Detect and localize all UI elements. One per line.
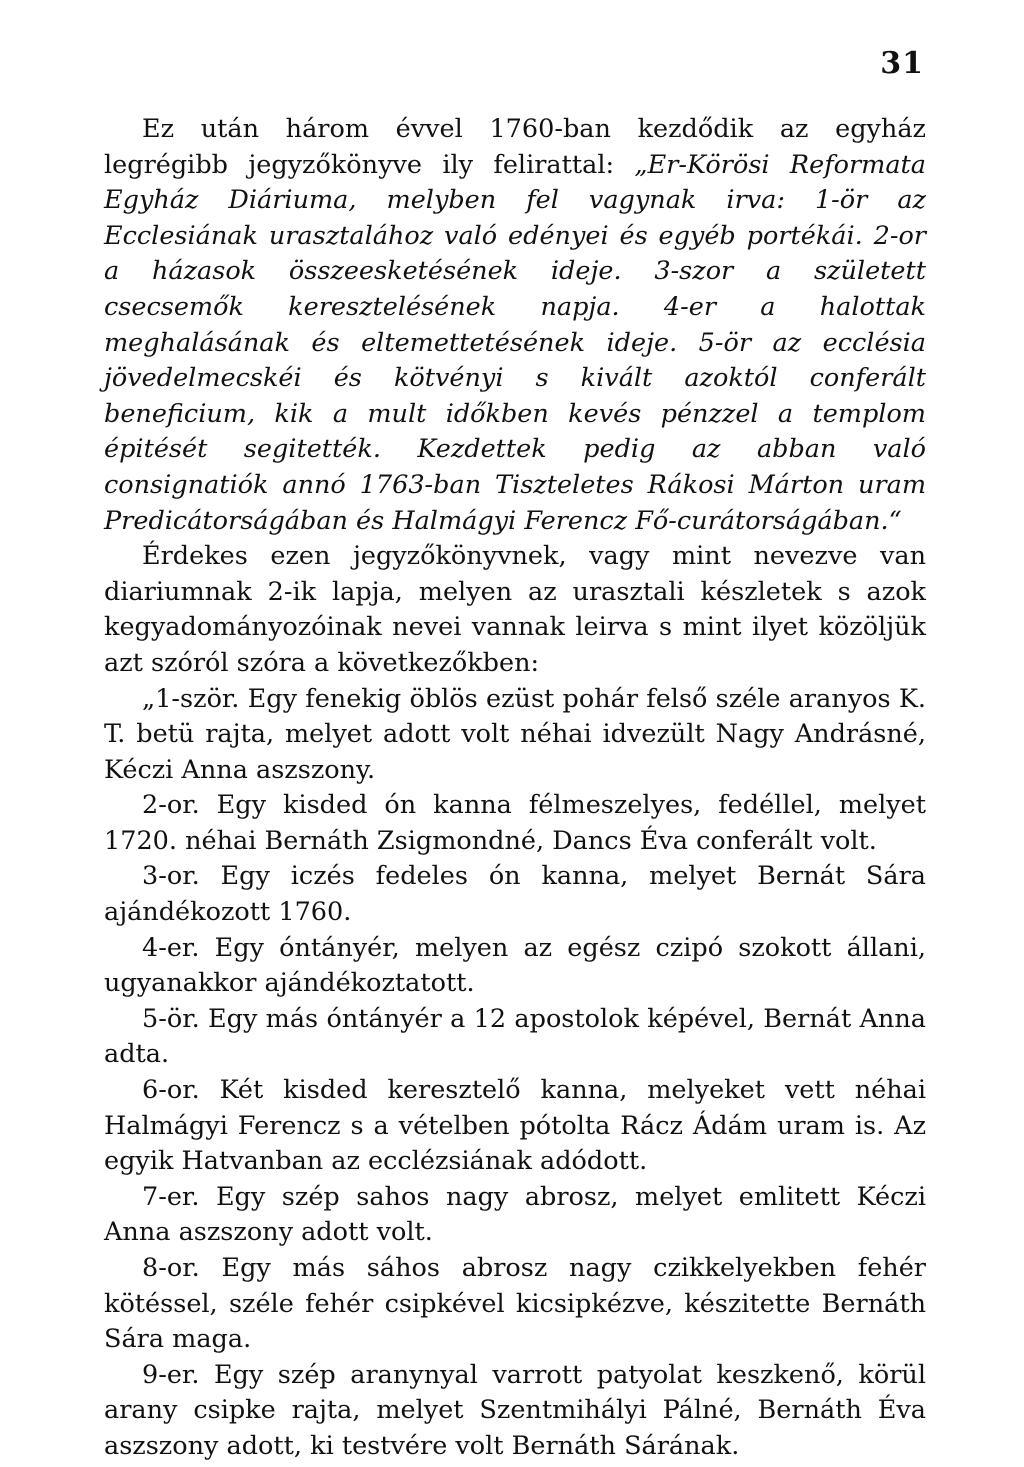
intro-lead: Ez után három évvel 1760-ban kezdődik az egyház legrégibb jegyzőkönyve ily felirattal: bbox=[104, 114, 926, 180]
list-item: 4-er. Egy óntányér, melyen az egész czipó szokott állani, ugyanakkor ajándékoztatott. bbox=[104, 932, 926, 999]
list-item: 6-or. Két kisded keresztelő kanna, melyeket vett néhai Halmágyi Ferencz s a vételben pótolta Rácz Ádám uram is. Az egyik Hatvanban az ecclézsiának adódott. bbox=[104, 1075, 926, 1177]
paragraph-diarium: Érdekes ezen jegyzőkönyvnek, vagy mint nevezve van diariumnak 2-ik lapja, melyen az urasztali készletek s azok kegyadományozóinak nevei vannak leirva s mint ilyet közöljük azt szóról szóra a következőkben: bbox=[104, 541, 926, 678]
list-item: 3-or. Egy iczés fedeles ón kanna, melyet Bernát Sára ajándékozott 1760. bbox=[104, 861, 926, 928]
list-item: 2-or. Egy kisded ón kanna félmeszelyes, fedéllel, melyet 1720. néhai Bernáth Zsigmondné, Dancs Éva conferált volt. bbox=[104, 790, 926, 856]
body-text bbox=[104, 112, 926, 1465]
list-item: 7-er. Egy szép sahos nagy abrosz, melyet emlitett Kéczi Anna aszszony adott volt. bbox=[104, 1181, 926, 1248]
list-item: 8-or. Egy más sáhos abrosz nagy czikkelyekben fehér kötéssel, széle fehér csipkével kicsipkézve, készitette Bernáth Sára maga. bbox=[104, 1253, 926, 1355]
intro-quote: „Er-Körösi Reformata Egyház Diáriuma, melyben fel vagynak irva: 1-ör az Ecclesiának urasztalához való edényei és egyéb portékái. 2-or a házasok összeesketésének ideje. 3-szor a született csecsemők keresztelésének napja. 4-er a halottak meghalásának és eltemettetésének ideje. 5-ör az ecclésia jövedelmecskéi és kötvényi s kivált azoktól conferált beneficium, kik a mult időkben kevés pénzzel a templom épitését segitették. Kezdettek pedig az abban való consignatiók annó 1763-ban Tiszteletes Rákosi Márton uram Predicátorságában és Halmágyi Ferencz Fő-curátorságában.“ bbox=[104, 149, 927, 536]
page-number: 31 bbox=[880, 46, 924, 81]
list-item: „1-ször. Egy fenekig öblös ezüst pohár felső széle aranyos K. T. betü rajta, melyet adott volt néhai idvezült Nagy Andrásné, Kéczi Anna aszszony. bbox=[104, 683, 926, 785]
list-item: 5-ör. Egy más óntányér a 12 apostolok képével, Bernát Anna adta. bbox=[104, 1003, 926, 1070]
intro-paragraph bbox=[104, 112, 926, 539]
list-item: 9-er. Egy szép aranynyal varrott patyolat keszkenő, körül arany csipke rajta, melyet Szentmihályi Pálné, Bernáth Éva aszszony adott, ki testvére volt Bernáth Sárának. bbox=[104, 1359, 926, 1461]
